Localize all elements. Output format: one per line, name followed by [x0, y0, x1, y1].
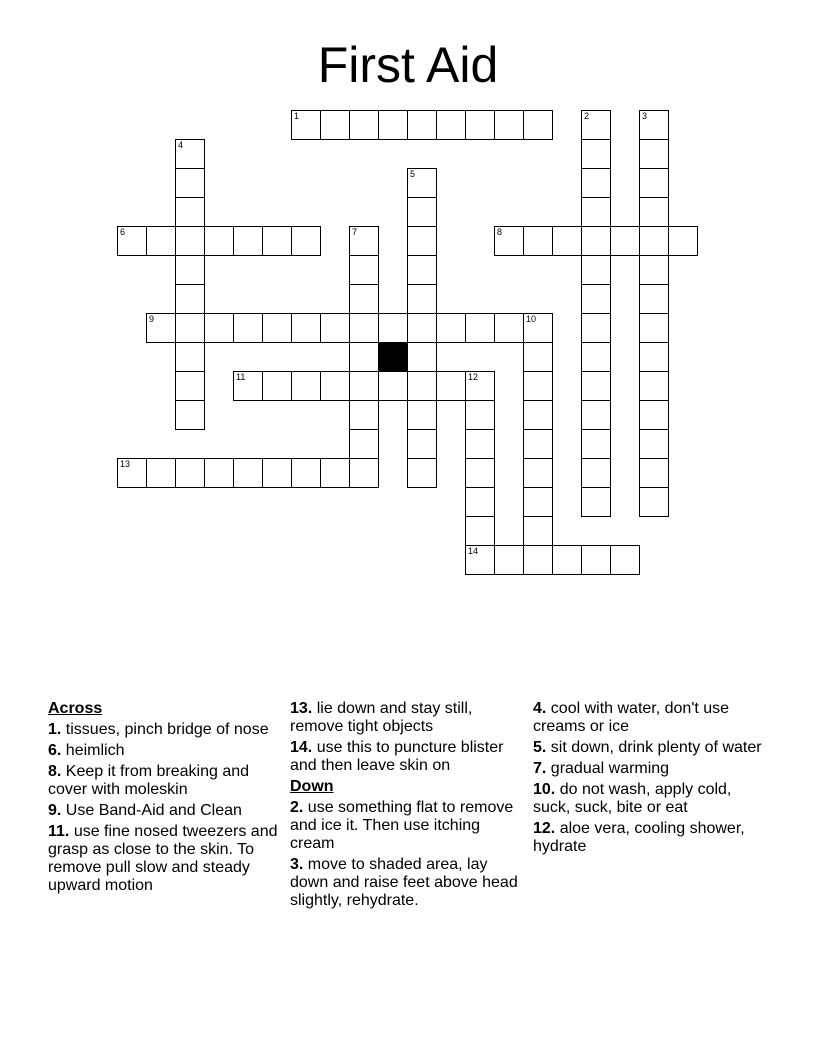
- crossword-cell[interactable]: [175, 284, 205, 314]
- crossword-cell[interactable]: [175, 197, 205, 227]
- crossword-cell[interactable]: [146, 458, 176, 488]
- crossword-cell[interactable]: [523, 545, 553, 575]
- crossword-cell[interactable]: [117, 458, 147, 488]
- across-heading: Across: [48, 700, 103, 717]
- crossword-cell[interactable]: [465, 313, 495, 343]
- crossword-cell[interactable]: [233, 371, 263, 401]
- crossword-cell[interactable]: [291, 313, 321, 343]
- crossword-cell[interactable]: [523, 110, 553, 140]
- crossword-cell[interactable]: [523, 487, 553, 517]
- clue-text: tissues, pinch bridge of nose: [65, 721, 269, 738]
- crossword-cell[interactable]: [262, 458, 292, 488]
- crossword-cell[interactable]: [407, 400, 437, 430]
- crossword-cell[interactable]: [349, 400, 379, 430]
- clue-down-12: [533, 820, 768, 856]
- clue-text: sit down, drink plenty of water: [550, 739, 762, 756]
- clue-down-3: [290, 856, 525, 910]
- crossword-cell[interactable]: [494, 110, 524, 140]
- crossword-cell[interactable]: [204, 226, 234, 256]
- crossword-cell[interactable]: [465, 516, 495, 546]
- clue-number: 10.: [533, 781, 556, 798]
- crossword-cell[interactable]: [581, 139, 611, 169]
- clue-down-10: [533, 781, 768, 817]
- crossword-cell[interactable]: [349, 284, 379, 314]
- clue-down-5: [533, 739, 768, 757]
- clue-number: 3.: [290, 856, 304, 873]
- crossword-cell[interactable]: [639, 168, 669, 198]
- cell-number: 6: [120, 227, 126, 237]
- crossword-cell[interactable]: [639, 313, 669, 343]
- crossword-cell[interactable]: [639, 255, 669, 285]
- crossword-cell[interactable]: [175, 168, 205, 198]
- crossword-cell[interactable]: [175, 313, 205, 343]
- down-heading: Down: [290, 778, 334, 795]
- cell-number: 9: [149, 314, 155, 324]
- crossword-cell[interactable]: [407, 197, 437, 227]
- clue-down-2: [290, 799, 525, 853]
- clue-number: 2.: [290, 799, 304, 816]
- clue-text: do not wash, apply cold, suck, suck, bite or eat: [533, 781, 732, 816]
- crossword-cell[interactable]: [175, 400, 205, 430]
- clue-number: 12.: [533, 820, 556, 837]
- crossword-cell[interactable]: [407, 429, 437, 459]
- crossword-cell[interactable]: [175, 458, 205, 488]
- crossword-cell[interactable]: [407, 313, 437, 343]
- clue-text: Use Band-Aid and Clean: [65, 802, 242, 819]
- crossword-cell[interactable]: [407, 371, 437, 401]
- crossword-cell[interactable]: [668, 226, 698, 256]
- crossword-cell[interactable]: [146, 313, 176, 343]
- crossword-cell[interactable]: [523, 400, 553, 430]
- clue-number: 13.: [290, 700, 313, 717]
- crossword-cell[interactable]: [262, 371, 292, 401]
- cell-number: 14: [468, 546, 479, 556]
- crossword-cell[interactable]: [639, 139, 669, 169]
- crossword-cell[interactable]: [639, 197, 669, 227]
- crossword-cell[interactable]: [436, 110, 466, 140]
- crossword-cell[interactable]: [581, 197, 611, 227]
- clue-text: use fine nosed tweezers and grasp as close to the skin. To remove pull slow and steady upward motion: [48, 823, 278, 894]
- crossword-cell[interactable]: [117, 226, 147, 256]
- clues-column-1: [48, 700, 283, 898]
- crossword-cell[interactable]: [639, 429, 669, 459]
- crossword-cell[interactable]: [639, 110, 669, 140]
- crossword-cell[interactable]: [320, 110, 350, 140]
- crossword-cell[interactable]: [639, 371, 669, 401]
- crossword-cell[interactable]: [407, 458, 437, 488]
- crossword-cell[interactable]: [291, 371, 321, 401]
- cell-number: 13: [120, 459, 131, 469]
- clues-column-3: [533, 700, 768, 859]
- page-title: First Aid: [317, 37, 499, 93]
- crossword-cell[interactable]: [349, 255, 379, 285]
- clue-number: 7.: [533, 760, 547, 777]
- crossword-cell[interactable]: [349, 313, 379, 343]
- crossword-cell[interactable]: [581, 168, 611, 198]
- clue-text: use something flat to remove and ice it. Then use itching cream: [290, 799, 514, 852]
- crossword-cell[interactable]: [349, 110, 379, 140]
- crossword-cell[interactable]: [349, 429, 379, 459]
- crossword-cell[interactable]: [552, 226, 582, 256]
- crossword-cell[interactable]: [581, 226, 611, 256]
- crossword-cell[interactable]: [581, 458, 611, 488]
- clue-number: 5.: [533, 739, 547, 756]
- crossword-cell[interactable]: [523, 429, 553, 459]
- cell-number: 12: [468, 372, 479, 382]
- crossword-cell[interactable]: [581, 545, 611, 575]
- crossword-cell[interactable]: [465, 545, 495, 575]
- crossword-cell[interactable]: [639, 342, 669, 372]
- crossword-cell[interactable]: [523, 342, 553, 372]
- crossword-cell[interactable]: [639, 400, 669, 430]
- clue-text: use this to puncture blister and then leave skin on: [290, 739, 504, 774]
- crossword-cell[interactable]: [349, 226, 379, 256]
- clue-text: Keep it from breaking and cover with moleskin: [48, 763, 250, 798]
- clue-across-9: [48, 802, 283, 820]
- clue-number: 11.: [48, 823, 70, 840]
- crossword-cell[interactable]: [349, 371, 379, 401]
- crossword-cell[interactable]: [581, 371, 611, 401]
- clue-number: 14.: [290, 739, 313, 756]
- crossword-cell[interactable]: [494, 313, 524, 343]
- crossword-cell[interactable]: [494, 226, 524, 256]
- crossword-cell[interactable]: [639, 487, 669, 517]
- crossword-cell[interactable]: [639, 458, 669, 488]
- clue-text: aloe vera, cooling shower, hydrate: [533, 820, 745, 855]
- crossword-cell[interactable]: [465, 429, 495, 459]
- crossword-cell[interactable]: [436, 313, 466, 343]
- crossword-cell[interactable]: [523, 226, 553, 256]
- crossword-cell[interactable]: [523, 516, 553, 546]
- clue-text: gradual warming: [550, 760, 670, 777]
- cell-number: 7: [352, 227, 358, 237]
- clue-number: 1.: [48, 721, 62, 738]
- clues-column-2: [290, 700, 525, 913]
- clue-across-13: [290, 700, 525, 736]
- crossword-cell[interactable]: [175, 342, 205, 372]
- crossword-cell[interactable]: [639, 284, 669, 314]
- crossword-cell[interactable]: [320, 313, 350, 343]
- crossword-cell[interactable]: [581, 487, 611, 517]
- crossword-cell[interactable]: [349, 342, 379, 372]
- cell-number: 8: [497, 227, 503, 237]
- crossword-cell[interactable]: [204, 458, 234, 488]
- crossword-cell[interactable]: [465, 400, 495, 430]
- crossword-cell[interactable]: [581, 313, 611, 343]
- crossword-cell[interactable]: [175, 255, 205, 285]
- crossword-cell[interactable]: [552, 545, 582, 575]
- crossword-cell[interactable]: [523, 371, 553, 401]
- crossword-cell[interactable]: [407, 255, 437, 285]
- crossword-cell[interactable]: [581, 110, 611, 140]
- crossword-cell[interactable]: [291, 110, 321, 140]
- clue-number: 8.: [48, 763, 62, 780]
- crossword-cell[interactable]: [581, 429, 611, 459]
- crossword-cell[interactable]: [407, 168, 437, 198]
- cell-number: 4: [178, 140, 184, 150]
- clue-text: cool with water, don't use creams or ice: [533, 700, 730, 735]
- clue-text: heimlich: [65, 742, 125, 759]
- crossword-cell[interactable]: [349, 458, 379, 488]
- clue-across-11: [48, 823, 283, 895]
- crossword-cell[interactable]: [262, 313, 292, 343]
- crossword-cell[interactable]: [407, 110, 437, 140]
- crossword-cell[interactable]: [233, 313, 263, 343]
- crossword-cell[interactable]: [320, 371, 350, 401]
- clue-down-4: [533, 700, 768, 736]
- clue-number: 6.: [48, 742, 62, 759]
- crossword-cell[interactable]: [581, 342, 611, 372]
- cell-number: 1: [294, 111, 300, 121]
- clue-down-7: [533, 760, 768, 778]
- crossword-cell[interactable]: [407, 284, 437, 314]
- crossword-cell[interactable]: [291, 226, 321, 256]
- crossword-cell[interactable]: [436, 371, 466, 401]
- crossword-cell[interactable]: [581, 400, 611, 430]
- cell-number: 10: [526, 314, 537, 324]
- crossword-block-cell: [378, 342, 408, 372]
- crossword-cell[interactable]: [407, 342, 437, 372]
- crossword-cell[interactable]: [320, 458, 350, 488]
- crossword-cell[interactable]: [378, 371, 408, 401]
- crossword-cell[interactable]: [204, 313, 234, 343]
- clue-across-8: [48, 763, 283, 799]
- crossword-cell[interactable]: [639, 226, 669, 256]
- cell-number: 5: [410, 169, 416, 179]
- crossword-cell[interactable]: [146, 226, 176, 256]
- crossword-cell[interactable]: [378, 313, 408, 343]
- crossword-cell[interactable]: [233, 458, 263, 488]
- crossword-cell[interactable]: [581, 284, 611, 314]
- crossword-cell[interactable]: [610, 545, 640, 575]
- clue-across-6: [48, 742, 283, 760]
- clue-across-14: [290, 739, 525, 775]
- crossword-cell[interactable]: [610, 226, 640, 256]
- crossword-cell[interactable]: [378, 110, 408, 140]
- cell-number: 2: [584, 111, 590, 121]
- cell-number: 11: [236, 372, 246, 382]
- crossword-cell[interactable]: [581, 255, 611, 285]
- crossword-cell[interactable]: [233, 226, 263, 256]
- crossword-cell[interactable]: [465, 458, 495, 488]
- clue-across-1: [48, 721, 283, 739]
- crossword-cell[interactable]: [175, 371, 205, 401]
- crossword-cell[interactable]: [175, 226, 205, 256]
- crossword-cell[interactable]: [523, 458, 553, 488]
- clue-text: move to shaded area, lay down and raise feet above head slightly, rehydrate.: [290, 856, 518, 909]
- crossword-cell[interactable]: [407, 226, 437, 256]
- crossword-cell[interactable]: [465, 487, 495, 517]
- crossword-cell[interactable]: [175, 139, 205, 169]
- crossword-cell[interactable]: [291, 458, 321, 488]
- clue-number: 4.: [533, 700, 547, 717]
- clue-number: 9.: [48, 802, 62, 819]
- crossword-cell[interactable]: [465, 110, 495, 140]
- crossword-cell[interactable]: [262, 226, 292, 256]
- clue-text: lie down and stay still, remove tight objects: [290, 700, 473, 735]
- cell-number: 3: [642, 111, 648, 121]
- crossword-cell[interactable]: [465, 371, 495, 401]
- crossword-cell[interactable]: [523, 313, 553, 343]
- crossword-cell[interactable]: [494, 545, 524, 575]
